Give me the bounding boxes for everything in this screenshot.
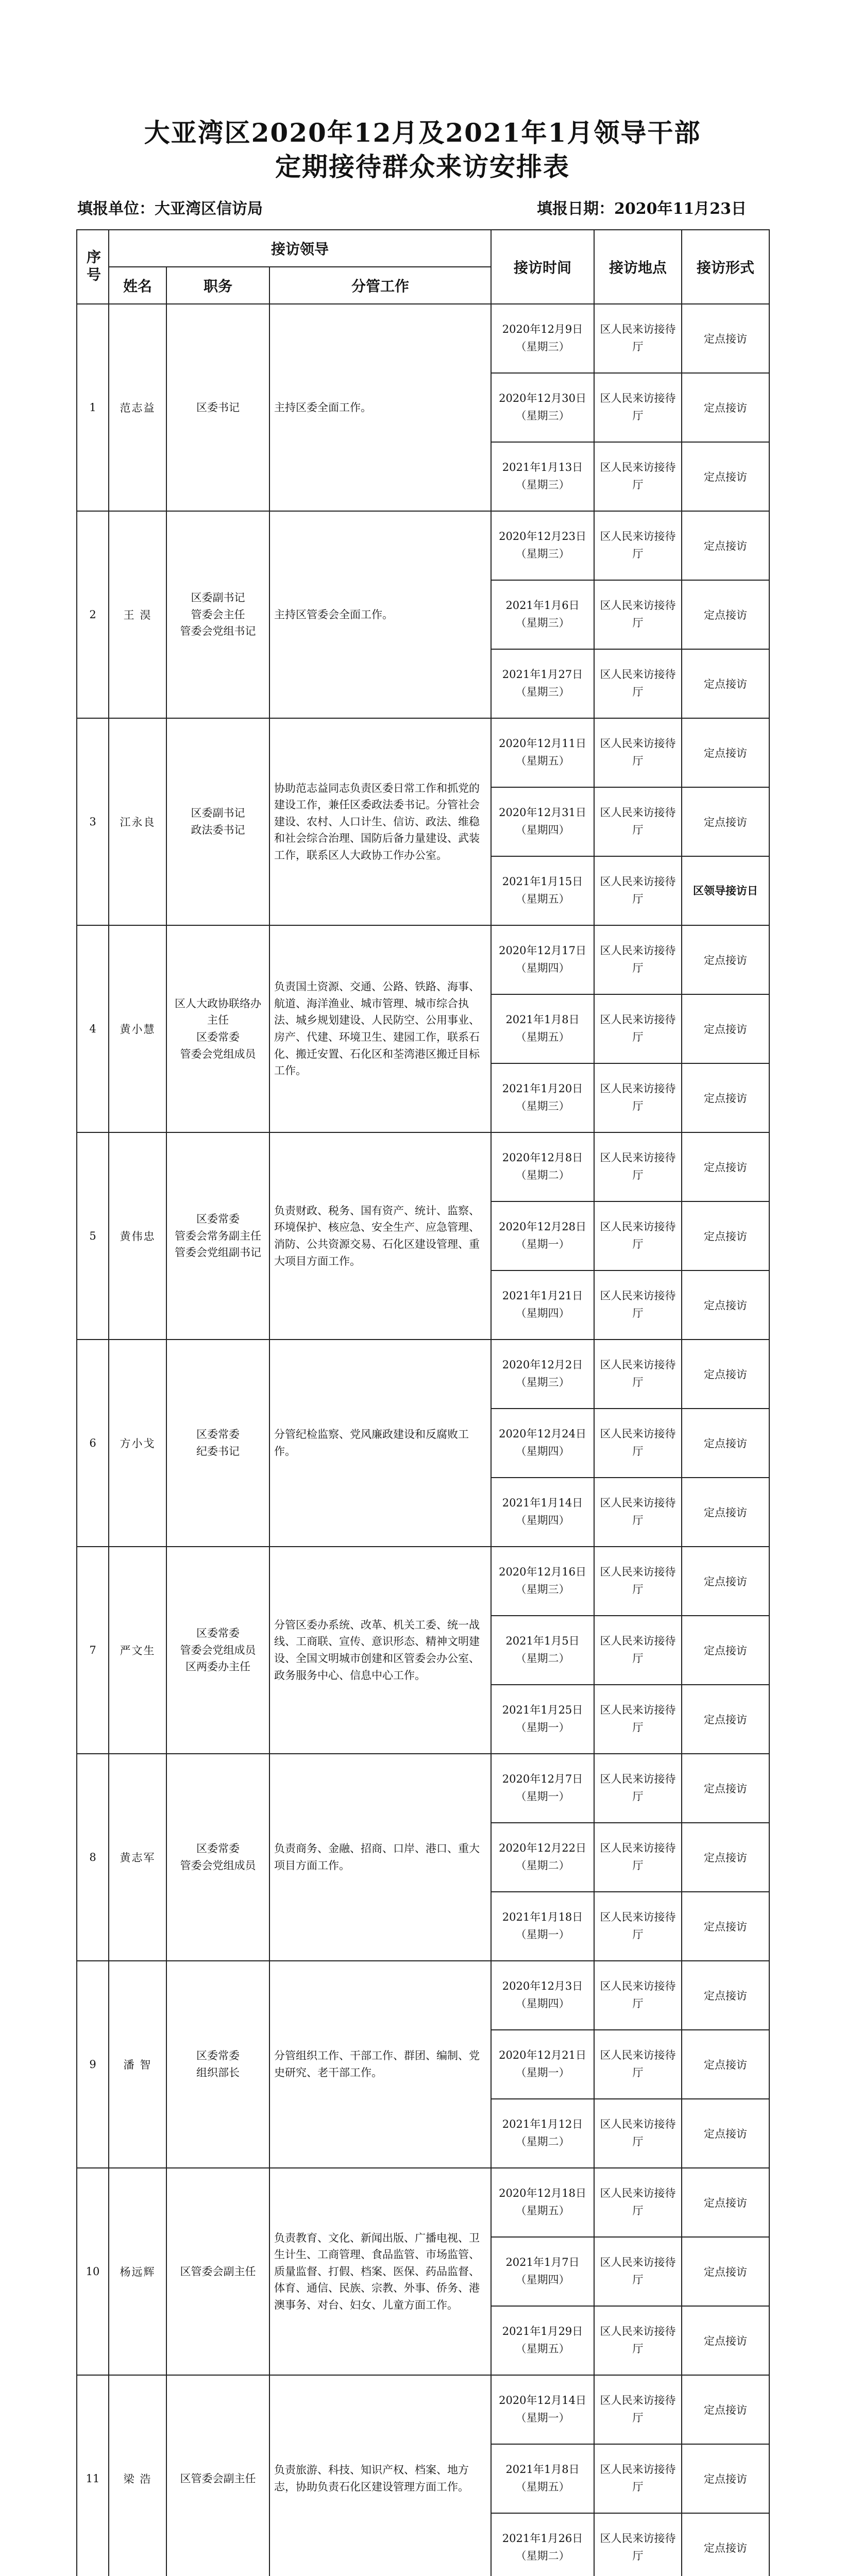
- leader-post-text: 区委常委 组织部长: [196, 2049, 240, 2079]
- visit-weekday: （星期二）: [515, 1859, 570, 1872]
- leader-index-text: 11: [86, 2472, 100, 2485]
- visit-weekday: （星期一）: [515, 2412, 570, 2424]
- leader-name-text: 杨远辉: [120, 2266, 156, 2278]
- leader-name: [109, 1340, 166, 1547]
- visit-place: 区人民来访接待厅: [594, 1547, 682, 1616]
- header-index: 序号: [77, 230, 109, 304]
- visit-place: 区人民来访接待厅: [594, 1340, 682, 1409]
- leader-name-text: 严文生: [120, 1645, 156, 1657]
- leader-index-text: 9: [89, 2058, 96, 2071]
- visit-time: [491, 649, 594, 718]
- leader-post-text: 区人大政协联络办主任 区委常委 管委会党组成员: [175, 997, 261, 1060]
- visit-place: 区人民来访接待厅: [594, 1201, 682, 1270]
- visit-form: 定点接访: [682, 2237, 769, 2306]
- visit-time: [491, 1616, 594, 1685]
- visit-time: [491, 442, 594, 511]
- visit-weekday: （星期三）: [515, 1583, 570, 1596]
- visit-date: 2020年12月7日: [502, 1773, 583, 1786]
- visit-date: 2020年12月28日: [499, 1221, 586, 1233]
- visit-form: 定点接访: [682, 649, 769, 718]
- leader-index: [77, 1340, 109, 1547]
- visit-date: 2021年1月21日: [502, 1290, 583, 1302]
- visit-weekday: （星期五）: [515, 2343, 570, 2355]
- visit-weekday: （星期一）: [515, 1721, 570, 1734]
- leader-name: [109, 1547, 166, 1754]
- leader-index: [77, 2375, 109, 2576]
- visit-form: 定点接访: [682, 2513, 769, 2576]
- visit-time: [491, 856, 594, 925]
- header-name: 姓名: [109, 267, 166, 304]
- visit-form: 定点接访: [682, 442, 769, 511]
- visit-place: 区人民来访接待厅: [594, 2513, 682, 2576]
- visit-time: [491, 1961, 594, 2030]
- visit-date: 2021年1月15日: [502, 875, 583, 888]
- leader-post: [166, 1132, 269, 1340]
- visit-date: 2020年12月16日: [499, 1566, 586, 1579]
- visit-form: 定点接访: [682, 2444, 769, 2513]
- visit-form: 定点接访: [682, 925, 769, 994]
- visit-weekday: （星期三）: [515, 341, 570, 353]
- visit-weekday: （星期三）: [515, 1100, 570, 1112]
- visit-place: 区人民来访接待厅: [594, 1961, 682, 2030]
- header-form: 接访形式: [682, 230, 769, 304]
- leader-name-text: 范志益: [120, 402, 156, 414]
- leader-duty: [269, 304, 491, 511]
- leader-post-text: 区委常委 管委会党组成员 区两委办主任: [180, 1627, 256, 1673]
- table-row: [77, 2168, 769, 2237]
- leader-post: [166, 2375, 269, 2576]
- visit-weekday: （星期一）: [515, 1928, 570, 1941]
- visit-date: 2020年12月21日: [499, 2049, 586, 2062]
- visit-date: 2021年1月12日: [502, 2118, 583, 2131]
- visit-place: 区人民来访接待厅: [594, 1823, 682, 1892]
- visit-form: 定点接访: [682, 1616, 769, 1685]
- visit-time: [491, 304, 594, 373]
- visit-place: 区人民来访接待厅: [594, 1616, 682, 1685]
- leader-index-text: 7: [89, 1644, 96, 1656]
- visit-date: 2021年1月8日: [505, 1013, 580, 1026]
- visit-weekday: （星期四）: [515, 1307, 570, 1319]
- leader-duty-text: 负责财政、税务、国有资产、统计、监察、环境保护、核应急、安全生产、应急管理、消防、公共资源交易、石化区建设管理、重大项目方面工作。: [274, 1204, 480, 1267]
- visit-date: 2020年12月14日: [499, 2394, 586, 2407]
- visit-place: 区人民来访接待厅: [594, 304, 682, 373]
- visit-date: 2021年1月18日: [502, 1911, 583, 1924]
- visit-date: 2021年1月25日: [502, 1704, 583, 1717]
- visit-time: [491, 1685, 594, 1754]
- visit-place: 区人民来访接待厅: [594, 2237, 682, 2306]
- visit-weekday: （星期四）: [515, 824, 570, 836]
- leader-index-text: 10: [86, 2265, 100, 2278]
- table-row: [77, 304, 769, 373]
- leader-post-text: 区管委会副主任: [180, 2265, 256, 2278]
- visit-date: 2021年1月20日: [502, 1082, 583, 1095]
- visit-weekday: （星期一）: [515, 1238, 570, 1250]
- visit-place: 区人民来访接待厅: [594, 1270, 682, 1340]
- visit-time: [491, 925, 594, 994]
- leader-post-text: 区委常委 纪委书记: [196, 1428, 240, 1458]
- visit-time: [491, 1478, 594, 1547]
- visit-date: 2020年12月9日: [502, 323, 583, 336]
- leader-post-text: 区委副书记 政法委书记: [191, 807, 245, 836]
- reporting-unit: 填报单位：大亚湾区信访局: [77, 200, 263, 218]
- visit-place: 区人民来访接待厅: [594, 580, 682, 649]
- leader-index: [77, 1547, 109, 1754]
- leader-index-text: 1: [89, 401, 96, 414]
- visit-date: 2020年12月3日: [502, 1980, 583, 1993]
- leader-duty: [269, 1754, 491, 1961]
- leader-post: [166, 1547, 269, 1754]
- visit-form: 定点接访: [682, 1063, 769, 1132]
- visit-place: 区人民来访接待厅: [594, 649, 682, 718]
- visit-date: 2021年1月7日: [505, 2256, 580, 2269]
- visit-weekday: （星期三）: [515, 410, 570, 422]
- leader-index: [77, 511, 109, 718]
- visit-time: [491, 1201, 594, 1270]
- visit-date: 2020年12月23日: [499, 530, 586, 543]
- visit-form: 定点接访: [682, 1340, 769, 1409]
- visit-date: 2021年1月5日: [505, 1635, 580, 1648]
- visit-place: 区人民来访接待厅: [594, 1063, 682, 1132]
- leader-post-text: 区委书记: [196, 401, 240, 414]
- visit-weekday: （星期三）: [515, 548, 570, 560]
- visit-form: 定点接访: [682, 718, 769, 787]
- leader-name: [109, 1754, 166, 1961]
- leader-duty-text: 主持区委全面工作。: [274, 401, 371, 414]
- leader-name-text: 黄小慧: [120, 1023, 156, 1036]
- visit-time: [491, 2513, 594, 2576]
- visit-place: 区人民来访接待厅: [594, 2099, 682, 2168]
- visit-place: 区人民来访接待厅: [594, 511, 682, 580]
- visit-time: [491, 1063, 594, 1132]
- leader-post: [166, 304, 269, 511]
- leader-duty-text: 分管组织工作、干部工作、群团、编制、党史研究、老干部工作。: [274, 2049, 480, 2079]
- table-row: [77, 1132, 769, 1201]
- leader-name: [109, 1961, 166, 2168]
- leader-post: [166, 1754, 269, 1961]
- visit-time: [491, 1270, 594, 1340]
- visit-form: 定点接访: [682, 1961, 769, 2030]
- visit-time: [491, 1754, 594, 1823]
- visit-weekday: （星期四）: [515, 962, 570, 974]
- visit-time: [491, 511, 594, 580]
- header-place: 接访地点: [594, 230, 682, 304]
- visit-place: 区人民来访接待厅: [594, 1409, 682, 1478]
- visit-form: 定点接访: [682, 994, 769, 1063]
- visit-weekday: （星期三）: [515, 1376, 570, 1388]
- visit-weekday: （星期五）: [515, 893, 570, 905]
- leader-index: [77, 304, 109, 511]
- visit-place: 区人民来访接待厅: [594, 2306, 682, 2375]
- leader-duty-text: 负责旅游、科技、知识产权、档案、地方志，协助负责石化区建设管理方面工作。: [274, 2464, 469, 2493]
- visit-weekday: （星期三）: [515, 686, 570, 698]
- visit-time: [491, 1823, 594, 1892]
- leader-index: [77, 718, 109, 925]
- visit-place: 区人民来访接待厅: [594, 994, 682, 1063]
- leader-duty: [269, 1340, 491, 1547]
- table-row: [77, 1961, 769, 2030]
- visit-time: [491, 2030, 594, 2099]
- leader-duty-text: 负责商务、金融、招商、口岸、港口、重大项目方面工作。: [274, 1842, 480, 1872]
- leader-duty: [269, 2375, 491, 2576]
- visit-date: 2021年1月27日: [502, 668, 583, 681]
- header-duty: 分管工作: [269, 267, 491, 304]
- leader-duty-text: 协助范志益同志负责区委日常工作和抓党的建设工作，兼任区委政法委书记。分管社会建设、农村、人口计生、信访、政法、维稳和社会综合治理、国防后备力量建设、武装工作，联系区人大政协工作办公室。: [274, 782, 480, 861]
- visit-weekday: （星期五）: [515, 755, 570, 767]
- visit-time: [491, 2444, 594, 2513]
- visit-time: [491, 1340, 594, 1409]
- visit-place: 区人民来访接待厅: [594, 1754, 682, 1823]
- leader-index: [77, 1961, 109, 2168]
- visit-weekday: （星期二）: [515, 2136, 570, 2148]
- visit-place: 区人民来访接待厅: [594, 2375, 682, 2444]
- visit-weekday: （星期四）: [515, 1997, 570, 2010]
- leader-post-text: 区管委会副主任: [180, 2472, 256, 2485]
- reporting-date: 填报日期：2020年11月23日: [537, 200, 747, 218]
- visit-form: 定点接访: [682, 373, 769, 442]
- visit-date: 2020年12月31日: [499, 806, 586, 819]
- table-row: [77, 1340, 769, 1409]
- visit-time: [491, 580, 594, 649]
- visit-form: 定点接访: [682, 1685, 769, 1754]
- visit-date: 2020年12月2日: [502, 1359, 583, 1371]
- visit-weekday: （星期二）: [515, 1652, 570, 1665]
- visit-weekday: （星期一）: [515, 2066, 570, 2079]
- leader-name-text: 梁 浩: [123, 2473, 152, 2485]
- visit-form: 定点接访: [682, 2306, 769, 2375]
- visit-weekday: （星期四）: [515, 2274, 570, 2286]
- table-row: [77, 1547, 769, 1616]
- visit-form: 定点接访: [682, 2168, 769, 2237]
- visit-form: 区领导接访日: [682, 856, 769, 925]
- visit-date: 2020年12月24日: [499, 1428, 586, 1440]
- leader-name: [109, 2375, 166, 2576]
- leader-index: [77, 2168, 109, 2375]
- visit-date: 2021年1月6日: [505, 599, 580, 612]
- visit-weekday: （星期二）: [515, 1169, 570, 1181]
- reception-schedule-table: [76, 229, 770, 2576]
- leader-index-text: 3: [89, 816, 96, 828]
- document-title-line-1: 大亚湾区2020年12月及2021年1月领导干部: [144, 117, 701, 148]
- document-title-line-2: 定期接待群众来访安排表: [275, 151, 570, 182]
- visit-form: 定点接访: [682, 304, 769, 373]
- visit-form: 定点接访: [682, 1754, 769, 1823]
- visit-form: 定点接访: [682, 1409, 769, 1478]
- leader-index-text: 8: [89, 1851, 96, 1863]
- table-row: [77, 925, 769, 994]
- leader-duty: [269, 1132, 491, 1340]
- leader-name-text: 黄伟忠: [120, 1230, 156, 1243]
- leader-post: [166, 511, 269, 718]
- schedule-table-body: [77, 304, 769, 2576]
- visit-time: [491, 787, 594, 856]
- leader-post: [166, 925, 269, 1132]
- visit-form: 定点接访: [682, 1132, 769, 1201]
- leader-post-text: 区委副书记 管委会主任 管委会党组书记: [180, 591, 256, 638]
- leader-duty: [269, 718, 491, 925]
- visit-date: 2020年12月22日: [499, 1842, 586, 1855]
- leader-name: [109, 2168, 166, 2375]
- visit-date: 2021年1月26日: [502, 2532, 583, 2545]
- visit-time: [491, 718, 594, 787]
- visit-weekday: （星期三）: [515, 479, 570, 491]
- visit-weekday: （星期一）: [515, 1790, 570, 1803]
- visit-place: 区人民来访接待厅: [594, 1892, 682, 1961]
- visit-date: 2020年12月8日: [502, 1151, 583, 1164]
- leader-duty: [269, 925, 491, 1132]
- leader-duty: [269, 1961, 491, 2168]
- visit-place: 区人民来访接待厅: [594, 2030, 682, 2099]
- visit-form: 定点接访: [682, 1201, 769, 1270]
- visit-time: [491, 2375, 594, 2444]
- visit-date: 2021年1月14日: [502, 1497, 583, 1510]
- visit-form: 定点接访: [682, 1892, 769, 1961]
- visit-form: 定点接访: [682, 1823, 769, 1892]
- leader-post-text: 区委常委 管委会党组成员: [180, 1842, 256, 1872]
- visit-form: 定点接访: [682, 787, 769, 856]
- visit-place: 区人民来访接待厅: [594, 718, 682, 787]
- table-row: [77, 718, 769, 787]
- leader-name-text: 潘 智: [123, 2059, 152, 2071]
- visit-date: 2020年12月18日: [499, 2187, 586, 2200]
- visit-weekday: （星期四）: [515, 1514, 570, 1527]
- leader-name-text: 江永良: [120, 816, 156, 828]
- visit-form: 定点接访: [682, 2030, 769, 2099]
- leader-duty-text: 负责教育、文化、新闻出版、广播电视、卫生计生、工商管理、食品监管、市场监管、质量监督、打假、档案、医保、药品监督、体育、通信、民族、宗教、外事、侨务、港澳事务、对台、妇女、儿童方面工作。: [274, 2231, 480, 2311]
- leader-name-text: 方小戈: [120, 1437, 156, 1450]
- leader-duty-text: 分管纪检监察、党风廉政建设和反腐败工作。: [274, 1428, 469, 1458]
- visit-weekday: （星期五）: [515, 1031, 570, 1043]
- leader-name: [109, 304, 166, 511]
- visit-time: [491, 2168, 594, 2237]
- visit-form: 定点接访: [682, 1478, 769, 1547]
- leader-duty-text: 分管区委办系统、改革、机关工委、统一战线、工商联、宣传、意识形态、精神文明建设、全国文明城市创建和区管委会办公室、政务服务中心、信息中心工作。: [274, 1618, 480, 1682]
- visit-time: [491, 373, 594, 442]
- visit-date: 2021年1月29日: [502, 2325, 583, 2338]
- leader-duty-text: 主持区管委会全面工作。: [274, 608, 393, 621]
- leader-name-text: 黄志军: [120, 1852, 156, 1864]
- visit-weekday: （星期五）: [515, 2481, 570, 2493]
- visit-form: 定点接访: [682, 580, 769, 649]
- visit-date: 2021年1月8日: [505, 2463, 580, 2476]
- leader-index: [77, 1132, 109, 1340]
- visit-place: 区人民来访接待厅: [594, 2168, 682, 2237]
- visit-time: [491, 1547, 594, 1616]
- leader-post-text: 区委常委 管委会常务副主任 管委会党组副书记: [175, 1213, 261, 1259]
- visit-place: 区人民来访接待厅: [594, 373, 682, 442]
- visit-date: 2021年1月13日: [502, 461, 583, 474]
- leader-name-text: 王 淏: [123, 609, 152, 621]
- visit-weekday: （星期五）: [515, 2205, 570, 2217]
- leader-name: [109, 925, 166, 1132]
- leader-index: [77, 925, 109, 1132]
- header-time: 接访时间: [491, 230, 594, 304]
- visit-place: 区人民来访接待厅: [594, 925, 682, 994]
- visit-weekday: （星期三）: [515, 617, 570, 629]
- leader-index-text: 2: [89, 608, 96, 621]
- visit-place: 区人民来访接待厅: [594, 2444, 682, 2513]
- leader-name: [109, 718, 166, 925]
- leader-post: [166, 2168, 269, 2375]
- visit-place: 区人民来访接待厅: [594, 442, 682, 511]
- visit-date: 2020年12月30日: [499, 392, 586, 405]
- visit-place: 区人民来访接待厅: [594, 1685, 682, 1754]
- visit-time: [491, 2237, 594, 2306]
- header-reception-leader: 接访领导: [109, 230, 491, 267]
- visit-form: 定点接访: [682, 1547, 769, 1616]
- visit-time: [491, 2099, 594, 2168]
- leader-post: [166, 718, 269, 925]
- leader-post: [166, 1340, 269, 1547]
- leader-post: [166, 1961, 269, 2168]
- visit-time: [491, 994, 594, 1063]
- visit-weekday: （星期二）: [515, 2550, 570, 2562]
- leader-name: [109, 511, 166, 718]
- visit-form: 定点接访: [682, 1270, 769, 1340]
- visit-weekday: （星期四）: [515, 1445, 570, 1458]
- visit-place: 区人民来访接待厅: [594, 1478, 682, 1547]
- table-row: [77, 2375, 769, 2444]
- visit-place: 区人民来访接待厅: [594, 787, 682, 856]
- leader-index: [77, 1754, 109, 1961]
- visit-form: 定点接访: [682, 2099, 769, 2168]
- leader-index-text: 6: [89, 1437, 96, 1449]
- visit-date: 2020年12月17日: [499, 944, 586, 957]
- table-row: [77, 511, 769, 580]
- leader-index-text: 4: [89, 1023, 96, 1035]
- visit-date: 2020年12月11日: [499, 737, 586, 750]
- visit-time: [491, 1132, 594, 1201]
- visit-place: 区人民来访接待厅: [594, 856, 682, 925]
- leader-name: [109, 1132, 166, 1340]
- visit-time: [491, 1892, 594, 1961]
- leader-duty: [269, 1547, 491, 1754]
- visit-time: [491, 1409, 594, 1478]
- visit-form: 定点接访: [682, 511, 769, 580]
- header-post: 职务: [166, 267, 269, 304]
- leader-duty-text: 负责国土资源、交通、公路、铁路、海事、航道、海洋渔业、城市管理、城市综合执法、城乡规划建设、人民防空、公用事业、房产、代建、环境卫生、建园工作，联系石化、搬迁安置、石化区和荃湾港区搬迁目标工作。: [274, 980, 480, 1077]
- table-row: [77, 1754, 769, 1823]
- visit-place: 区人民来访接待厅: [594, 1132, 682, 1201]
- leader-duty: [269, 2168, 491, 2375]
- visit-time: [491, 2306, 594, 2375]
- leader-duty: [269, 511, 491, 718]
- visit-form: 定点接访: [682, 2375, 769, 2444]
- leader-index-text: 5: [89, 1230, 96, 1242]
